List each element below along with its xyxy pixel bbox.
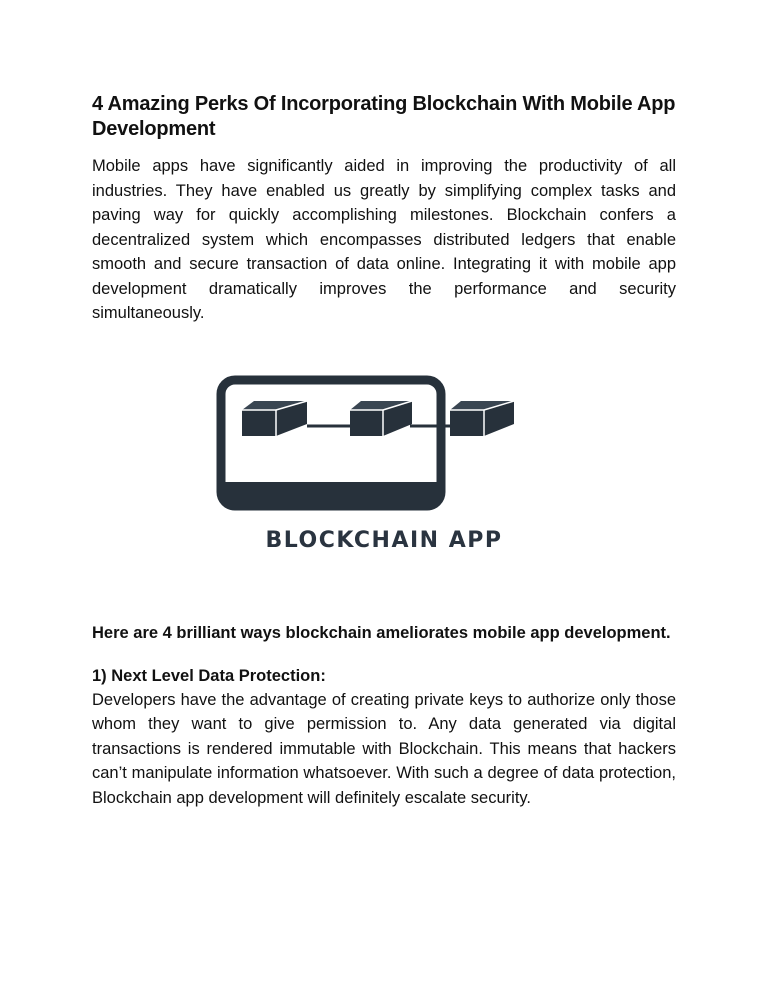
section-heading-1: 1) Next Level Data Protection: bbox=[92, 666, 326, 685]
blockchain-app-figure bbox=[92, 366, 676, 581]
document-title: 4 Amazing Perks Of Incorporating Blockchain With Mobile App Development bbox=[92, 93, 676, 140]
block-cube-right bbox=[450, 401, 514, 436]
document-content bbox=[92, 92, 676, 810]
section-body-1: Developers have the advantage of creating private keys to authorize only those whom they want to give permission to. Any data generated via digital transactions is rendered immutable with Blockchain. This means that hackers can’t manipulate information whatsoever. With such a degree of data protection, Blockchain app development will definitely escalate security. bbox=[92, 690, 676, 807]
block-cube-left bbox=[242, 401, 307, 436]
list-intro: Here are 4 brilliant ways blockchain ameliorates mobile app development. bbox=[92, 623, 671, 642]
phone-bottom-bezel bbox=[226, 482, 437, 502]
mobile-blockchain-icon bbox=[92, 366, 676, 526]
figure-caption: BLOCKCHAIN APP bbox=[265, 527, 503, 553]
intro-paragraph: Mobile apps have significantly aided in improving the productivity of all industries. They have enabled us greatly by simplifying complex tasks and paving way for quickly accomplishing milestones. Blockchain confers a decentralized system which encompasses distributed ledgers that enable smooth and secure transaction of data online. Integrating it with mobile app development dramatically improves the performance and security simultaneously. bbox=[92, 157, 676, 322]
block-cube-middle bbox=[350, 401, 412, 436]
